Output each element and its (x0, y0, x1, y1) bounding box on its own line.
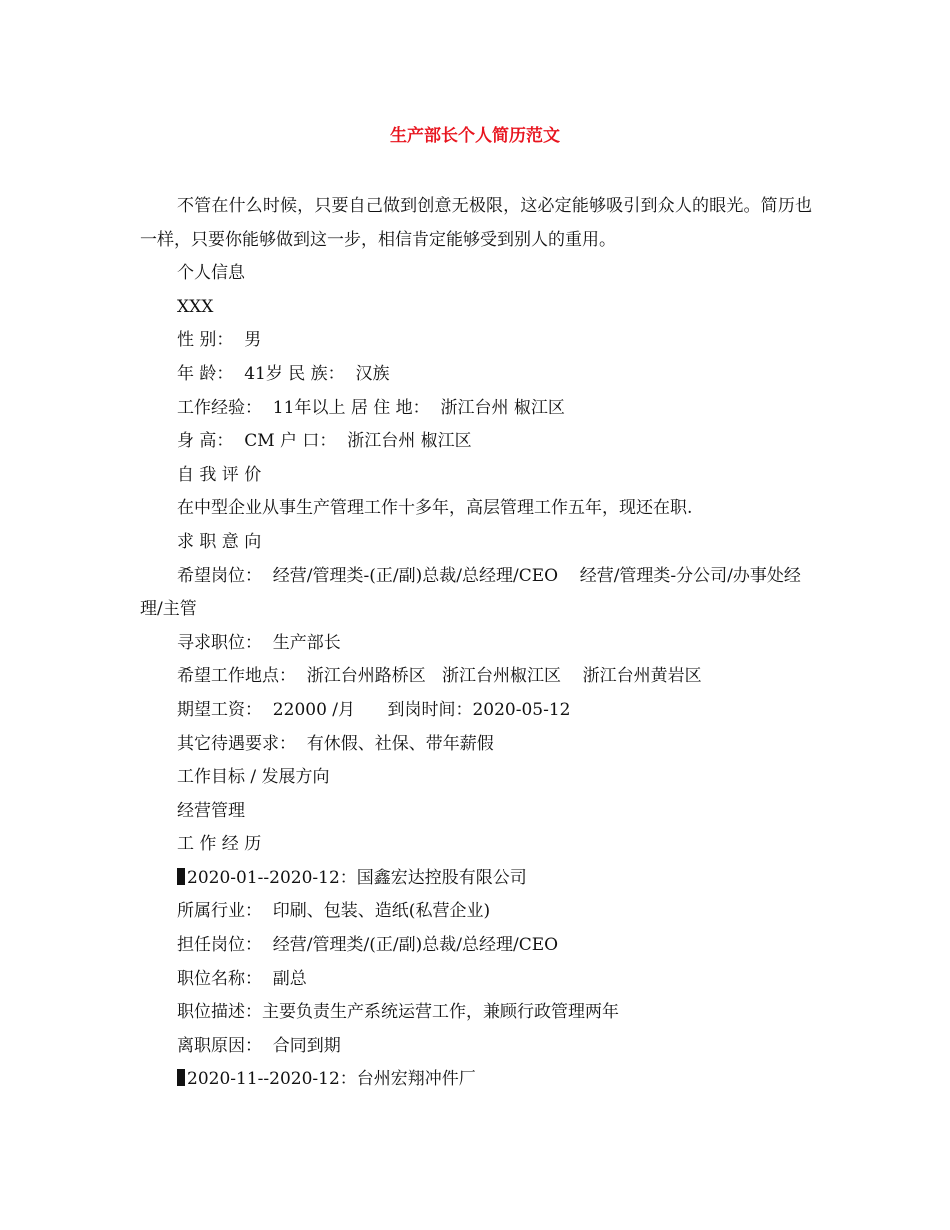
intro-paragraph: 不管在什么时候，只要自己做到创意无极限，这必定能够吸引到众人的眼光。简历也一样，只要你能够做到这一步，相信肯定能够受到别人的重用。 (140, 196, 812, 250)
height-hukou-line: 身 高： CM 户 口： 浙江台州 椒江区 (177, 431, 472, 452)
experience-residence-line: 工作经验： 11年以上 居 住 地： 浙江台州 椒江区 (177, 397, 565, 418)
job-intention-heading: 求 职 意 向 (177, 531, 262, 552)
other-benefits-line: 其它待遇要求： 有休假、社保、带年薪假 (177, 733, 494, 754)
age-ethnicity-line: 年 龄： 41岁 民 族： 汉族 (177, 363, 390, 384)
document-body (140, 190, 812, 1097)
salary-start-line: 期望工资： 22000 /月 到岗时间：2020-05-12 (177, 699, 571, 720)
desired-locations-line: 希望工作地点： 浙江台州路桥区 浙江台州椒江区 浙江台州黄岩区 (177, 666, 702, 687)
document-title: 生产部长个人简历范文 (390, 126, 560, 146)
job-description-line: 职位描述：主要负责生产系统运营工作，兼顾行政管理两年 (177, 1002, 619, 1023)
job-leave-reason-line: 离职原因： 合同到期 (177, 1035, 341, 1056)
job-position-name-line: 职位名称： 副总 (177, 968, 307, 989)
desired-positions-line: 希望岗位： 经营/管理类-(正/副)总裁/总经理/CEO 经营/管理类-分公司/办事处经理/主管 (140, 565, 801, 620)
job-post-line: 担任岗位： 经营/管理类/(正/副)总裁/总经理/CEO (177, 935, 559, 956)
work-experience-heading: 工 作 经 历 (177, 834, 262, 855)
gender-line: 性 别： 男 (177, 330, 262, 351)
work-goal-text: 经营管理 (177, 800, 245, 821)
bullet-bar-icon (177, 1069, 185, 1086)
job-industry-line: 所属行业： 印刷、包装、造纸(私营企业) (177, 901, 491, 922)
target-position-line: 寻求职位： 生产部长 (177, 632, 341, 653)
job-period-company (140, 1063, 812, 1097)
candidate-name: XXX (177, 296, 214, 317)
self-evaluation-heading: 自 我 评 价 (177, 464, 262, 485)
personal-info-heading: 个人信息 (177, 263, 245, 284)
self-evaluation-text: 在中型企业从事生产管理工作十多年，高层管理工作五年，现还在职. (177, 498, 693, 519)
job-period-company-text: 2020-11--2020-12：台州宏翔冲件厂 (187, 1069, 476, 1090)
job-period-company (140, 862, 812, 896)
job-period-company-text: 2020-01--2020-12：国鑫宏达控股有限公司 (187, 867, 527, 888)
work-goal-heading: 工作目标 / 发展方向 (177, 767, 330, 788)
bullet-bar-icon (177, 868, 185, 885)
